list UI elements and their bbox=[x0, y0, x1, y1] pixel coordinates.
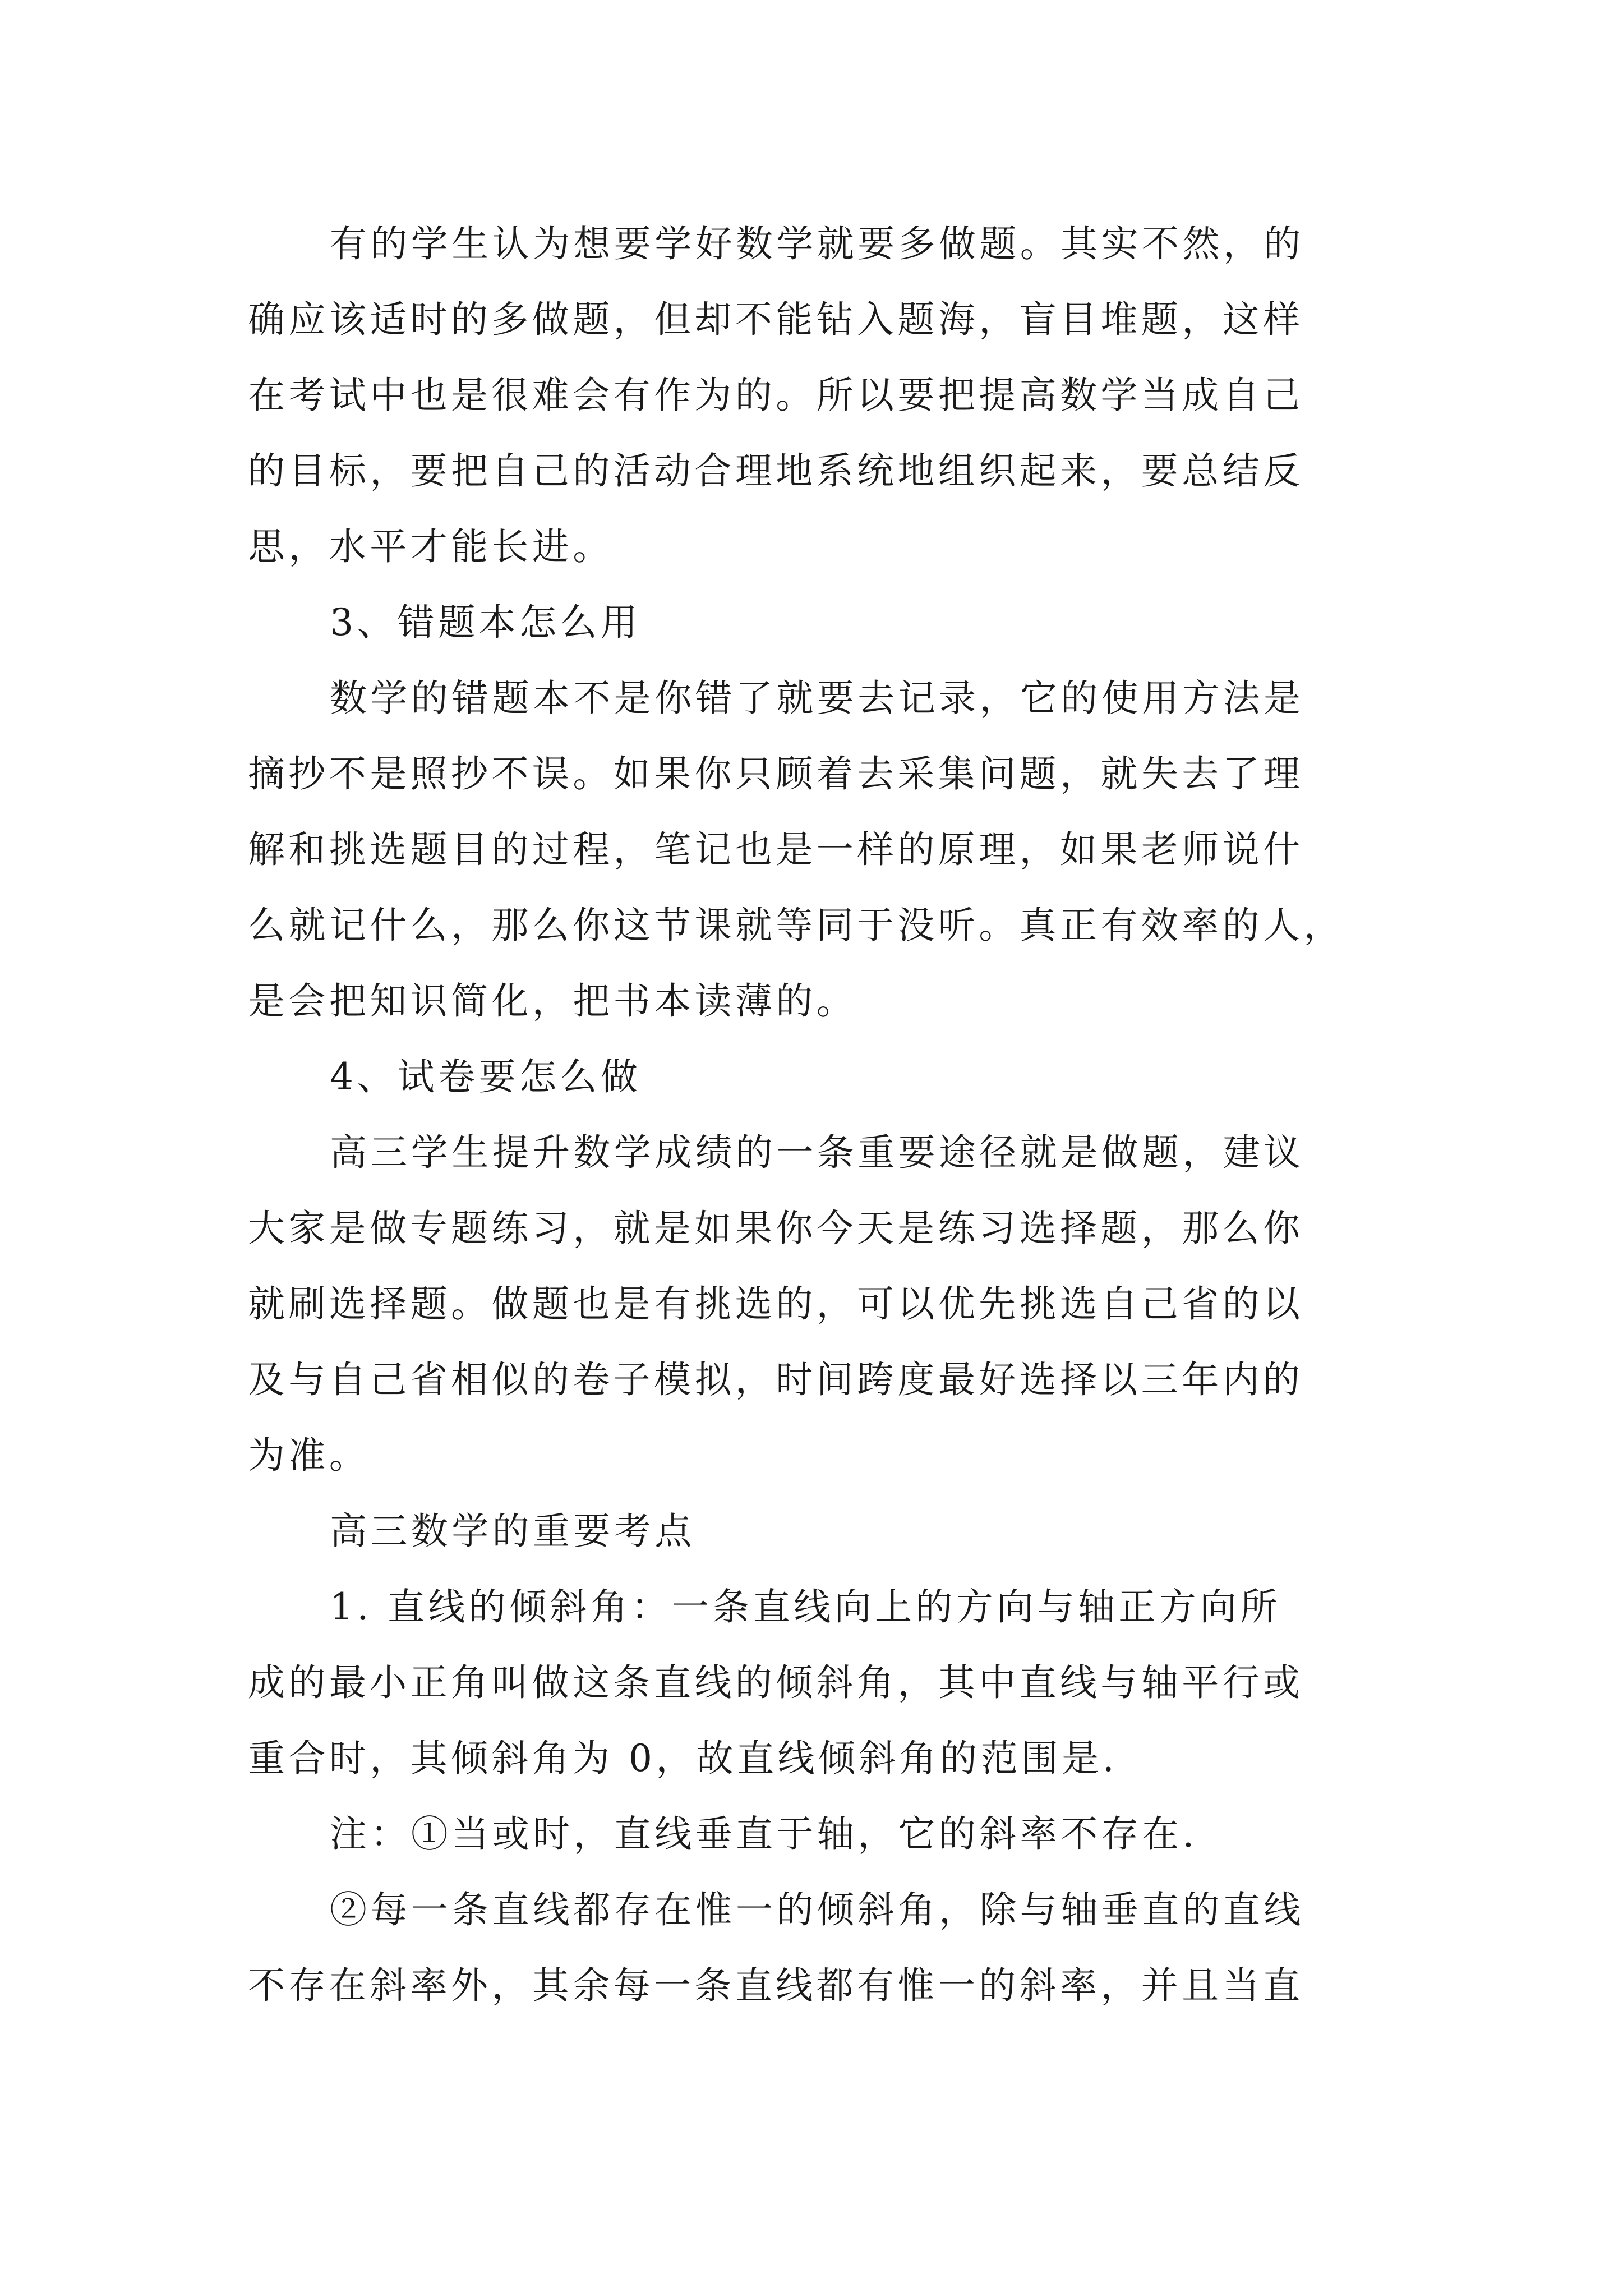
paragraph-line: 在考试中也是很难会有作为的。所以要把提高数学当成自己 bbox=[248, 374, 1304, 417]
paragraph-line: 重合时，其倾斜角为 0，故直线倾斜角的范围是. bbox=[248, 1737, 1118, 1780]
paragraph-line: 高三学生提升数学成绩的一条重要途径就是做题，建议 bbox=[330, 1131, 1304, 1174]
paragraph-line: 思，水平才能长进。 bbox=[248, 525, 614, 568]
paragraph-line: 数学的错题本不是你错了就要去记录，它的使用方法是 bbox=[330, 677, 1304, 720]
paragraph-line: 不存在斜率外，其余每一条直线都有惟一的斜率，并且当直 bbox=[248, 1964, 1304, 2007]
paragraph-line: 注：①当或时，直线垂直于轴，它的斜率不存在. bbox=[330, 1812, 1198, 1856]
section-heading: 4、试卷要怎么做 bbox=[330, 1055, 642, 1098]
paragraph-line: 确应该适时的多做题，但却不能钻入题海，盲目堆题，这样 bbox=[248, 298, 1304, 341]
paragraph-line: 为准。 bbox=[248, 1434, 370, 1477]
paragraph-line: 摘抄不是照抄不误。如果你只顾着去采集问题，就失去了理 bbox=[248, 752, 1304, 795]
paragraph-line: 大家是做专题练习，就是如果你今天是练习选择题，那么你 bbox=[248, 1207, 1304, 1250]
paragraph-line: 解和挑选题目的过程，笔记也是一样的原理，如果老师说什 bbox=[248, 828, 1304, 871]
paragraph-line: 成的最小正角叫做这条直线的倾斜角，其中直线与轴平行或 bbox=[248, 1661, 1304, 1704]
paragraph-line: ②每一条直线都存在惟一的倾斜角，除与轴垂直的直线 bbox=[330, 1888, 1304, 1931]
section-heading: 高三数学的重要考点 bbox=[330, 1510, 695, 1553]
paragraph-line: 就刷选择题。做题也是有挑选的，可以优先挑选自己省的以 bbox=[248, 1282, 1304, 1326]
section-heading: 3、错题本怎么用 bbox=[330, 601, 642, 644]
paragraph-line: 及与自己省相似的卷子模拟，时间跨度最好选择以三年内的 bbox=[248, 1358, 1304, 1401]
paragraph-line: 么就记什么，那么你这节课就等同于没听。真正有效率的人， bbox=[248, 904, 1344, 947]
paragraph-line: 有的学生认为想要学好数学就要多做题。其实不然，的 bbox=[330, 222, 1304, 265]
paragraph-line: 1. 直线的倾斜角：一条直线向上的方向与轴正方向所 bbox=[330, 1585, 1281, 1628]
paragraph-line: 是会把知识简化，把书本读薄的。 bbox=[248, 979, 857, 1023]
paragraph-line: 的目标，要把自己的活动合理地系统地组织起来，要总结反 bbox=[248, 449, 1304, 493]
